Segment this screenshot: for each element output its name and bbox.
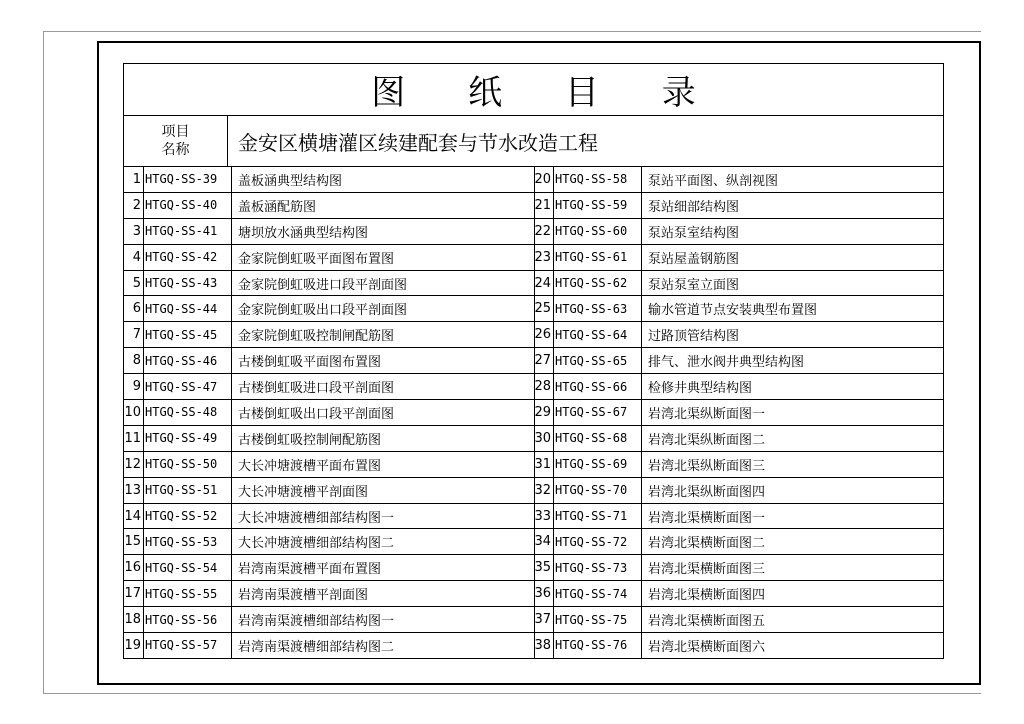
cell-left-number: 19 [124, 633, 144, 658]
cell-left-number: 8 [124, 348, 144, 373]
cell-left-name: 古楼倒虹吸进口段平剖面图 [232, 374, 535, 399]
cell-right-name: 泵站泵室立面图 [648, 277, 740, 293]
cell-left-name: 古楼倒虹吸控制闸配筋图 [232, 426, 535, 451]
table-row [124, 400, 943, 426]
table-row [124, 348, 943, 374]
cell-left-name: 盖板涵配筋图 [232, 193, 535, 218]
cell-right-name: 输水管道节点安装典型布置图 [648, 303, 818, 319]
cell-right-number: 37 [535, 607, 554, 632]
cell-right-number: 26 [535, 322, 554, 347]
cell-left-name: 大长冲塘渡槽平剖面图 [232, 478, 535, 503]
cell-left-number: 1 [124, 167, 144, 192]
cell-left-name: 金家院倒虹吸进口段平剖面图 [232, 271, 535, 296]
cell-left-code: HTGQ-SS-55 [144, 581, 232, 606]
cell-left-code: HTGQ-SS-54 [144, 555, 232, 580]
cell-right-name: 岩湾北渠横断面图二 [648, 536, 766, 552]
cell-left-code: HTGQ-SS-53 [144, 529, 232, 554]
cell-left-name: 岩湾南渠渡槽细部结构图二 [232, 633, 535, 658]
cell-right-code: HTGQ-SS-74 [554, 581, 642, 606]
cell-left-code: HTGQ-SS-39 [144, 167, 232, 192]
cell-right-code: HTGQ-SS-69 [554, 452, 642, 477]
cell-left-code: HTGQ-SS-43 [144, 271, 232, 296]
cell-left-code: HTGQ-SS-46 [144, 348, 232, 373]
cell-right-code: HTGQ-SS-62 [554, 271, 642, 296]
cell-left-number: 10 [124, 400, 144, 425]
table-row [124, 193, 943, 219]
cell-left-name: 金家院倒虹吸平面图布置图 [232, 245, 535, 270]
cell-left-number: 7 [124, 322, 144, 347]
cell-left-code: HTGQ-SS-42 [144, 245, 232, 270]
cell-right-number: 35 [535, 555, 554, 580]
table-row [124, 271, 943, 297]
table-row [124, 478, 943, 504]
table-row [124, 219, 943, 245]
cell-right-name: 岩湾北渠纵断面图一 [648, 406, 766, 422]
cell-right-code: HTGQ-SS-64 [554, 322, 642, 347]
table-row [124, 581, 943, 607]
cell-right-name: 泵站平面图、纵剖视图 [648, 173, 779, 189]
project-name: 金安区横塘灌区续建配套与节水改造工程 [238, 130, 598, 155]
cell-left-number: 16 [124, 555, 144, 580]
cell-right-name: 检修井典型结构图 [648, 381, 753, 397]
cell-left-name: 大长冲塘渡槽细部结构图一 [232, 504, 535, 529]
cell-right-name: 岩湾北渠横断面图六 [648, 639, 766, 655]
cell-left-code: HTGQ-SS-44 [144, 296, 232, 321]
cell-left-number: 14 [124, 504, 144, 529]
cell-left-name: 古楼倒虹吸出口段平剖面图 [232, 400, 535, 425]
cell-left-code: HTGQ-SS-47 [144, 374, 232, 399]
cell-left-code: HTGQ-SS-48 [144, 400, 232, 425]
cell-right-number: 30 [535, 426, 554, 451]
cell-left-name: 岩湾南渠渡槽细部结构图一 [232, 607, 535, 632]
cell-left-name: 岩湾南渠渡槽平剖面图 [232, 581, 535, 606]
cell-left-code: HTGQ-SS-56 [144, 607, 232, 632]
cell-left-code: HTGQ-SS-52 [144, 504, 232, 529]
cell-left-name: 古楼倒虹吸平面图布置图 [232, 348, 535, 373]
cell-left-number: 18 [124, 607, 144, 632]
drawing-index-table [123, 63, 944, 659]
cell-right-name: 岩湾北渠横断面图四 [648, 588, 766, 604]
cell-right-number: 33 [535, 504, 554, 529]
cell-left-number: 2 [124, 193, 144, 218]
cell-left-name: 岩湾南渠渡槽平面布置图 [232, 555, 535, 580]
cell-right-number: 28 [535, 374, 554, 399]
cell-left-name: 塘坝放水涵典型结构图 [232, 219, 535, 244]
cell-left-name: 金家院倒虹吸出口段平剖面图 [232, 296, 535, 321]
cell-right-name: 岩湾北渠横断面图一 [648, 510, 766, 526]
project-row [124, 116, 943, 167]
cell-left-number: 4 [124, 245, 144, 270]
cell-right-code: HTGQ-SS-61 [554, 245, 642, 270]
cell-right-number: 29 [535, 400, 554, 425]
cell-left-code: HTGQ-SS-40 [144, 193, 232, 218]
cell-left-code: HTGQ-SS-57 [144, 633, 232, 658]
cell-right-number: 25 [535, 296, 554, 321]
cell-right-number: 31 [535, 452, 554, 477]
table-row [124, 374, 943, 400]
project-label-line1: 项目 [161, 124, 190, 140]
cell-right-number: 23 [535, 245, 554, 270]
cell-left-code: HTGQ-SS-41 [144, 219, 232, 244]
cell-right-code: HTGQ-SS-66 [554, 374, 642, 399]
cell-left-number: 13 [124, 478, 144, 503]
cell-right-code: HTGQ-SS-75 [554, 607, 642, 632]
cell-left-number: 11 [124, 426, 144, 451]
cell-left-number: 5 [124, 271, 144, 296]
cell-right-code: HTGQ-SS-58 [554, 167, 642, 192]
table-row [124, 322, 943, 348]
cell-right-code: HTGQ-SS-67 [554, 400, 642, 425]
cell-right-code: HTGQ-SS-68 [554, 426, 642, 451]
table-row [124, 504, 943, 530]
project-label [124, 116, 228, 166]
cell-left-number: 15 [124, 529, 144, 554]
table-row [124, 452, 943, 478]
cell-left-number: 9 [124, 374, 144, 399]
cell-left-name: 大长冲塘渡槽平面布置图 [232, 452, 535, 477]
cell-right-name: 泵站泵室结构图 [648, 225, 740, 241]
cell-left-name: 盖板涵典型结构图 [232, 167, 535, 192]
page-title: 图 纸 目 录 [371, 73, 722, 113]
cell-right-code: HTGQ-SS-70 [554, 478, 642, 503]
table-row [124, 296, 943, 322]
cell-right-name: 岩湾北渠横断面图三 [648, 562, 766, 578]
cell-right-name: 排气、泄水阀井典型结构图 [648, 355, 805, 371]
table-row [124, 245, 943, 271]
table-row [124, 633, 943, 659]
cell-right-name: 过路顶管结构图 [648, 329, 740, 345]
title-row [124, 64, 943, 116]
table-row [124, 529, 943, 555]
cell-right-number: 22 [535, 219, 554, 244]
cell-right-number: 32 [535, 478, 554, 503]
cell-right-number: 27 [535, 348, 554, 373]
project-label-line2: 名称 [161, 142, 190, 158]
cell-right-name: 岩湾北渠横断面图五 [648, 614, 766, 630]
cell-right-number: 20 [535, 167, 554, 192]
cell-right-code: HTGQ-SS-63 [554, 296, 642, 321]
cell-right-number: 38 [535, 633, 554, 658]
table-row [124, 607, 943, 633]
cell-right-code: HTGQ-SS-72 [554, 529, 642, 554]
cell-left-number: 12 [124, 452, 144, 477]
cell-left-name: 金家院倒虹吸控制闸配筋图 [232, 322, 535, 347]
cell-right-code: HTGQ-SS-73 [554, 555, 642, 580]
index-rows [124, 167, 943, 659]
cell-right-code: HTGQ-SS-76 [554, 633, 642, 658]
cell-right-number: 36 [535, 581, 554, 606]
table-row [124, 555, 943, 581]
table-row [124, 167, 943, 193]
cell-left-number: 17 [124, 581, 144, 606]
cell-right-name: 岩湾北渠纵断面图二 [648, 432, 766, 448]
cell-left-number: 6 [124, 296, 144, 321]
cell-left-code: HTGQ-SS-51 [144, 478, 232, 503]
cell-right-name: 泵站细部结构图 [648, 199, 740, 215]
cell-right-number: 21 [535, 193, 554, 218]
cell-right-name: 岩湾北渠纵断面图三 [648, 458, 766, 474]
cell-right-number: 34 [535, 529, 554, 554]
cell-left-code: HTGQ-SS-50 [144, 452, 232, 477]
cell-left-code: HTGQ-SS-45 [144, 322, 232, 347]
cell-right-code: HTGQ-SS-65 [554, 348, 642, 373]
cell-right-code: HTGQ-SS-59 [554, 193, 642, 218]
cell-left-name: 大长冲塘渡槽细部结构图二 [232, 529, 535, 554]
cell-right-number: 24 [535, 271, 554, 296]
cell-left-code: HTGQ-SS-49 [144, 426, 232, 451]
cell-right-code: HTGQ-SS-71 [554, 504, 642, 529]
table-row [124, 426, 943, 452]
cell-right-name: 泵站屋盖钢筋图 [648, 251, 740, 267]
cell-left-number: 3 [124, 219, 144, 244]
cell-right-code: HTGQ-SS-60 [554, 219, 642, 244]
cell-right-name: 岩湾北渠纵断面图四 [648, 484, 766, 500]
